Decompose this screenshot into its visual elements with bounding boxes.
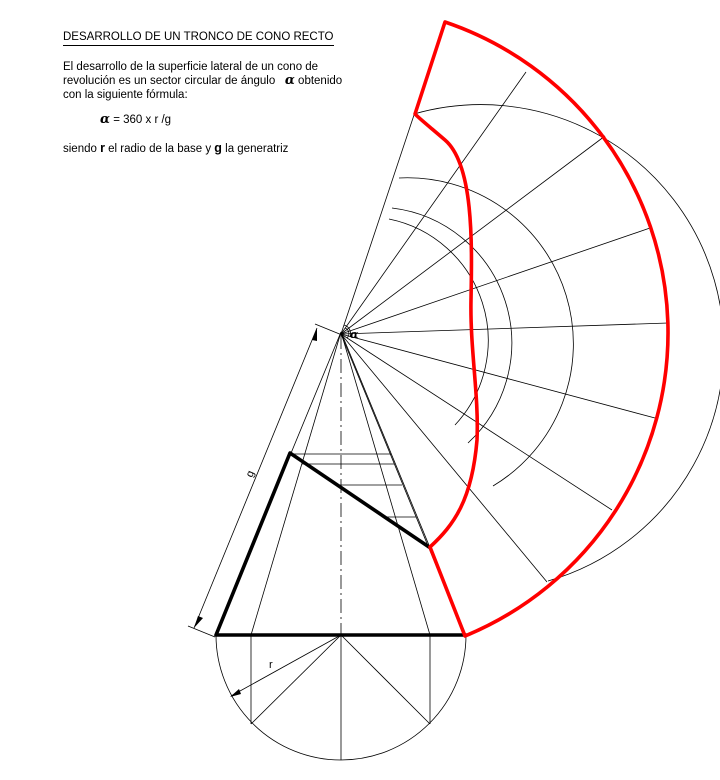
base-half-circle-group: [216, 635, 466, 760]
radius-arrowhead: [230, 689, 241, 697]
page-title: DESARROLLO DE UN TRONCO DE CONO RECTO: [63, 30, 334, 46]
base-radius-line: [251, 635, 341, 724]
definition-line: [63, 141, 363, 156]
development-radial: [341, 334, 655, 418]
radius-dimension-line: [231, 635, 341, 696]
dimension-extension: [188, 626, 215, 637]
apex-angle-marker: [344, 325, 359, 341]
dimension-line: [194, 328, 317, 628]
g-symbol: g: [214, 141, 222, 155]
description-text-block: [63, 30, 363, 156]
alpha-symbol: α: [284, 73, 295, 88]
development-radial: [341, 136, 605, 334]
development-outline: [415, 22, 668, 636]
development-radials: [341, 22, 668, 636]
development-arcs: [389, 105, 720, 581]
description-text: revolución es un sector circular de ángulo: [63, 75, 276, 87]
description-text: obtenido: [298, 75, 343, 87]
angle-arc: [345, 328, 349, 338]
cone-generatrix-mid: [251, 332, 341, 635]
generatrix-label: g: [243, 468, 258, 480]
dimension-extension: [315, 324, 342, 335]
development-radial: [341, 228, 650, 334]
dimension-arrowhead: [194, 616, 203, 628]
alpha-label: α: [350, 328, 359, 341]
development-radial: [341, 334, 547, 582]
development-radial: [341, 72, 526, 334]
development-arc: [392, 208, 512, 443]
development-arc: [399, 178, 573, 486]
development-radial: [341, 323, 668, 334]
formula: [100, 113, 363, 127]
generatrix-dimension: [188, 324, 342, 637]
cone-generatrix-mid: [341, 332, 430, 635]
base-radius-line: [341, 635, 430, 724]
formula-text: = 360 x r /g: [110, 114, 172, 126]
development-arc: [389, 219, 488, 425]
definition-text: siendo: [63, 143, 101, 155]
radius-label: r: [269, 659, 273, 671]
definition-text: el radio de la base y: [104, 143, 215, 155]
description-line: con la siguiente fórmula:: [63, 89, 188, 101]
dimension-arrowhead: [312, 328, 317, 341]
description-line: El desarrollo de la superficie lateral de un cono de: [63, 61, 319, 73]
alpha-symbol: α: [100, 112, 111, 127]
r-symbol: r: [100, 141, 105, 155]
definition-text: la generatriz: [221, 143, 289, 155]
description-line: [63, 74, 363, 88]
